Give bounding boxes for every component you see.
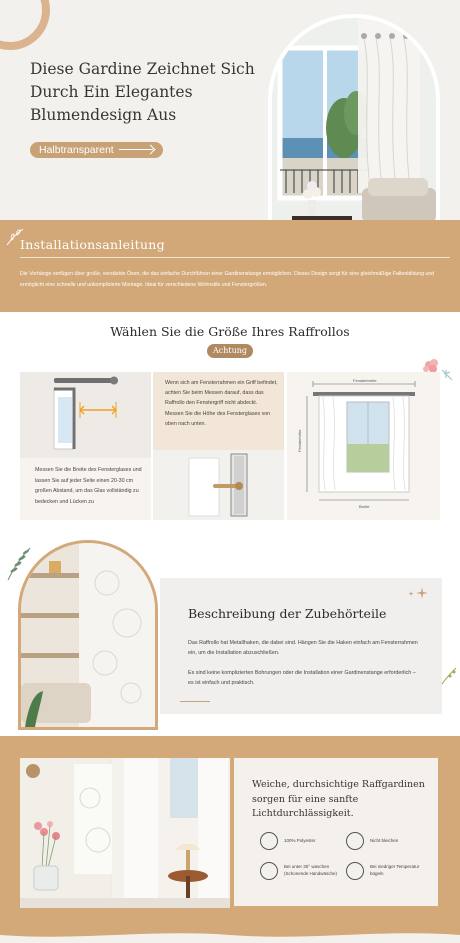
handle-note-paragraph-1: Wenn sich am Fensterrahmen ein Griff befindet, achten Sie beim Messen darauf, dass das Raffrollo den Fenstergriff nicht abdeckt. xyxy=(165,380,278,406)
hero-window-photo xyxy=(272,18,436,242)
logo-badge xyxy=(26,764,40,778)
installation-text: Die Vorhänge verfügen über große, verstärkte Ösen, die das einfache Durchführen einer Gardinenstange ermöglichen. Dieses Design sorgt für eine gleichmäßige Faltenbildung und ermöglicht eine schnelle und unkomplizierte Montage. Ideal für verschiedene Wohnstile und Fenstergrößen. xyxy=(20,271,435,288)
semi-transparent-pill xyxy=(30,142,163,158)
accessories-title: Beschreibung der Zubehörteile xyxy=(188,606,387,621)
features-heading: Weiche, durchsichtige Raffgardinen sorgen für eine sanfte Lichtdurchlässigkeit. xyxy=(252,779,425,819)
accessories-paragraph-2: Es sind keine komplizierten Bohrungen oder die Installation einer Gardinenstange erforderlich – es ist einfach und praktisch. xyxy=(188,670,416,686)
feature-polyester: 100% Polyester xyxy=(284,838,316,843)
iron-low-icon xyxy=(346,862,364,880)
no-bleach-icon xyxy=(346,832,364,850)
features-panel xyxy=(234,758,438,906)
size-guide-section xyxy=(0,312,460,534)
curtain-room-photo xyxy=(18,540,158,730)
arrow-right-icon xyxy=(119,149,153,150)
window-width-label: Fensterbreite xyxy=(353,378,377,383)
measure-width-card xyxy=(20,372,151,520)
features-photo-collage xyxy=(20,758,230,908)
hero-section xyxy=(0,0,460,220)
attention-badge: Achtung xyxy=(207,344,253,358)
feature-iron: Bei niedriger Temperatur bügeln xyxy=(370,864,420,876)
handle-note-box xyxy=(153,372,284,450)
divider xyxy=(180,701,210,702)
sparkle-icon xyxy=(406,586,430,600)
window-dimension-card xyxy=(287,372,440,520)
divider xyxy=(20,257,450,258)
feature-no-bleach: Nicht bleichen xyxy=(370,838,399,843)
size-guide-title: Wählen Sie die Größe Ihres Raffrollos xyxy=(110,324,350,339)
hero-title: Diese Gardine Zeichnet Sich Durch Ein Elegantes Blumendesign Aus xyxy=(30,60,255,124)
decorative-wave xyxy=(0,927,460,943)
sprig-icon xyxy=(440,666,458,686)
handle-note-text xyxy=(165,378,280,430)
accessories-paragraph-1: Das Raffrollo hat Metallhaken, die dabei sind. Hängen Sie die Haken einfach am Fensterrahmen ein, um die Installation abzuschließen. xyxy=(188,640,418,656)
wash-30-icon xyxy=(260,862,278,880)
feature-wash: Bei unter 30° waschen (Schonende Handwäsche) xyxy=(284,864,338,876)
handle-note-card xyxy=(153,372,284,520)
features-section xyxy=(0,736,460,943)
accessories-section xyxy=(0,534,460,736)
hero-arch-frame xyxy=(268,14,440,246)
measure-width-text: Messen Sie die Breite des Fensterglases und lassen Sie auf jeder Seite einen 20-30 cm großen Abstand, um das Glas vollständig zu bedecken und Lücken zu xyxy=(35,467,142,505)
window-dimension-diagram xyxy=(287,372,440,520)
accessories-panel xyxy=(160,578,442,714)
installation-section xyxy=(0,220,460,312)
measure-width-illustration xyxy=(20,372,151,458)
fabric-icon xyxy=(260,832,278,850)
decorative-ring xyxy=(0,0,50,50)
fabric-width-label: Breite xyxy=(359,504,370,509)
installation-title: Installationsanleitung xyxy=(20,237,165,252)
handle-note-paragraph-2: Messen Sie die Höhe des Fensterglases von oben nach unten. xyxy=(165,411,271,427)
window-handle-illustration xyxy=(153,450,284,520)
window-height-label: Fensterhöhe xyxy=(297,429,302,452)
pill-label: Halbtransparent xyxy=(39,144,114,156)
